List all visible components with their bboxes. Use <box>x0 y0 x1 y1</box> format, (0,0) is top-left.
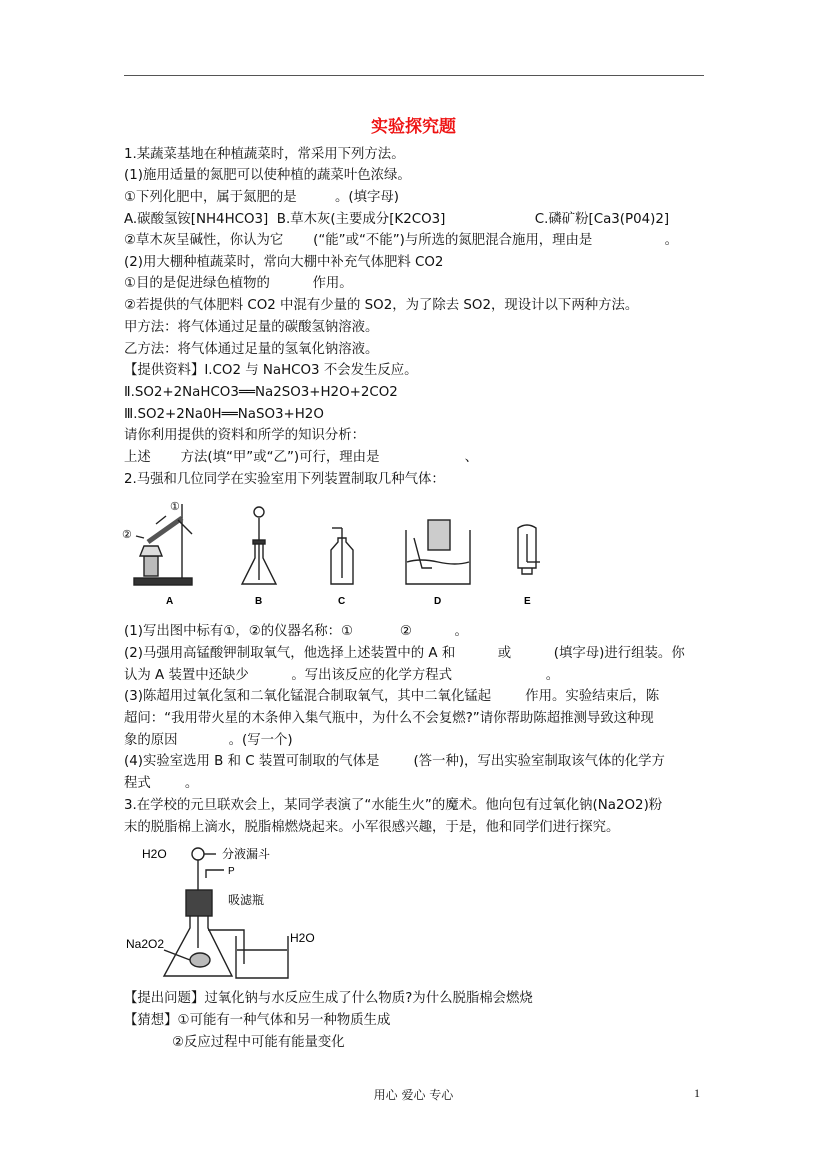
label-na2o2: Na2O2 <box>126 937 165 951</box>
q1-intro: 1.某蔬菜基地在种植蔬菜时，常采用下列方法。 <box>124 147 405 162</box>
q3-intro-cont: 末的脱脂棉上滴水，脱脂棉燃烧起来。小军很感兴趣，于是，他和同学们进行探究。 <box>124 820 620 835</box>
q1-part1: (1)施用适量的氮肥可以使种植的蔬菜叶色浓绿。 <box>124 168 411 183</box>
info-2: Ⅱ.SO2+2NaHCO3══Na2SO3+H2O+2CO2 <box>124 385 398 400</box>
q1-options: A.碳酸氢铵[NH4HCO3] B.草木灰(主要成分[K2CO3] C.磷矿粉[Ca3(P04)2] <box>124 212 670 227</box>
info-3: Ⅲ.SO2+2Na0H══NaSO3+H2O <box>124 407 324 422</box>
label-h2o-right: H2O <box>290 931 315 945</box>
mark-2: ② <box>122 529 132 541</box>
label-h2o-top: H2O <box>142 847 167 861</box>
q2-sub3-cont1: 超问：“我用带火星的木条伸入集气瓶中，为什么不会复燃?”请你帮助陈超推测导致这种现 <box>124 711 654 726</box>
q3-intro: 3.在学校的元旦联欢会上，某同学表演了“水能生火”的魔术。他向包有过氧化钠(Na2O2)粉 <box>124 798 663 813</box>
label-a: A <box>166 596 174 607</box>
q2-sub3-cont2: 象的原因 。(写一个) <box>124 733 293 748</box>
label-flask: 吸滤瓶 <box>228 893 265 907</box>
q1-sub2: ②草木灰呈碱性，你认为它 (“能”或“不能”)与所选的氮肥混合施用，理由是 。 <box>124 233 679 248</box>
reaction-apparatus-figure <box>124 838 334 986</box>
page-footer: 用心 爱心 专心 <box>373 1088 454 1102</box>
q2-sub4: (4)实验室选用 B 和 C 装置可制取的气体是 (答一种)，写出实验室制取该气体的化学方 <box>124 754 665 769</box>
q2-intro: 2.马强和几位同学在实验室用下列装置制取几种气体： <box>124 472 445 487</box>
q2-sub2: (2)马强用高锰酸钾制取氧气，他选择上述装置中的 A 和 或 (填字母)进行组装。你 <box>124 646 685 661</box>
label-d: D <box>434 596 442 607</box>
q2-sub2-cont: 认为 A 装置中还缺少 。写出该反应的化学方程式 。 <box>124 668 560 683</box>
method-jia: 甲方法：将气体通过足量的碳酸氢钠溶液。 <box>124 320 379 335</box>
label-c: C <box>338 596 346 607</box>
q1-sub1: ①下列化肥中，属于氮肥的是 。(填字母) <box>124 190 400 205</box>
label-p: P <box>228 866 235 877</box>
q2-sub1: (1)写出图中标有①，②的仪器名称：① ② 。 <box>124 624 468 639</box>
page-number: 1 <box>694 1086 700 1100</box>
q2-sub3: (3)陈超用过氧化氢和二氧化锰混合制取氧气，其中二氧化锰起 作用。实验结束后，陈 <box>124 689 660 704</box>
analysis-prompt: 请你利用提供的资料和所学的知识分析： <box>124 428 366 443</box>
page-title: 实验探究题 <box>371 117 456 137</box>
q2-sub4-cont: 程式 。 <box>124 776 199 791</box>
apparatus-figure <box>120 498 550 610</box>
label-funnel: 分液漏斗 <box>222 847 271 861</box>
analysis-answer: 上述 方法(填“甲”或“乙”)可行，理由是 、 <box>124 450 478 465</box>
label-e: E <box>524 596 531 607</box>
q3-question: 【提出问题】过氧化钠与水反应生成了什么物质?为什么脱脂棉会燃烧 <box>124 991 533 1006</box>
method-yi: 乙方法：将气体通过足量的氢氧化钠溶液。 <box>124 342 379 357</box>
header-rule <box>124 75 704 76</box>
mark-1: ① <box>170 501 180 513</box>
q1-part2: (2)用大棚种植蔬菜时，常向大棚中补充气体肥料 CO2 <box>124 255 444 270</box>
q1-part2-sub1: ①目的是促进绿色植物的 作用。 <box>124 276 353 291</box>
q3-hypothesis-1: 【猜想】①可能有一种气体和另一种物质生成 <box>124 1013 391 1028</box>
q3-hypothesis-2: ②反应过程中可能有能量变化 <box>172 1035 345 1050</box>
label-b: B <box>255 596 263 607</box>
info-1: 【提供资料】I.CO2 与 NaHCO3 不会发生反应。 <box>124 363 418 378</box>
q1-part2-sub2: ②若提供的气体肥料 CO2 中混有少量的 SO2，为了除去 SO2，现设计以下两种方法。 <box>124 298 639 313</box>
